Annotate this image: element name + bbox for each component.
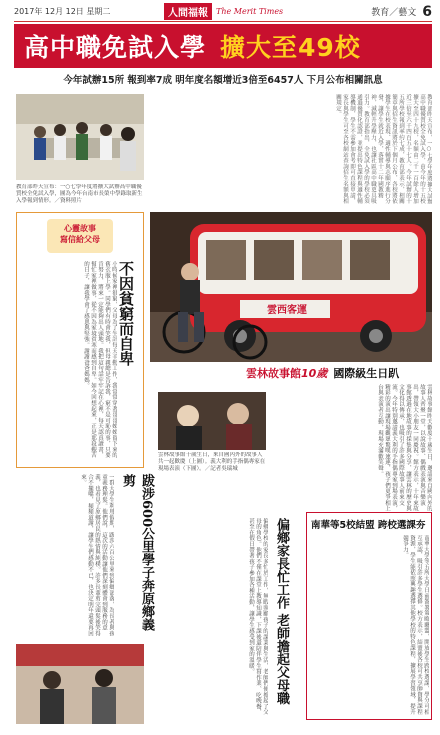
- column-badge-line2: 寫信給父母: [60, 235, 100, 244]
- section-name: 教育／藝文: [371, 8, 417, 18]
- newspaper-logo: 人間福報: [164, 3, 212, 20]
- column-badge: [47, 219, 113, 253]
- feature-title: 跋涉600公里學子奔原鄉義剪: [120, 474, 154, 632]
- museum-article-body: 雲林故事館昨天歡度十歲生日，邀請來自國內外的故事人齊聚一堂，以說故事、偶戲表演與音樂演出，帶領大小朋友一同慶祝。館方表示，十年來故事館透過在地故事的採集與分享，讓雲林的歷史與文化得以傳承，也吸引了許多國際故事人前來交流。今年特別邀請義大利的手指偶專家到場表演，精彩的演出讓現場觀眾驚嘆連連，孩子們更爭相上台與表演者互動，現場充滿歡笑聲。: [377, 384, 432, 512]
- classroom-photo-caption: 教育部昨天宣布：一○七學年度將擴大試辦高中職優質校全免試入學，圖為今年台南市長榮中學錄取新生入學報到情形。／資料照片: [16, 184, 143, 204]
- classroom-photo: [16, 94, 144, 180]
- page-header: [14, 2, 432, 22]
- page-number: 6: [422, 3, 432, 20]
- column-body: 小時候家裡很窮，父母為了生計每天辛勤工作，我常常穿著哥哥姊姊留下來的舊衣服上學。同學們有時會笑我，但母親總是告訴我，窮不是可恥的事，只要肯努力，將來一定能夠出人頭地。我把這句話牢牢記在心裡，每天認真讀書，幫忙家裡做事，從不因為家境貧寒而感到自卑。如今回想起來，正是那段艱苦的日子，讓我學會了感恩與堅強。謝謝爸爸媽媽。: [83, 261, 117, 459]
- masthead: [164, 3, 283, 20]
- inset-photo-caption: 雲林故事館十歲生日，來自國內外的故事人共一起歡慶（上圖）。義大利的手指偶專家在現場表演（下圖）。／記者吳瑞城: [158, 452, 266, 472]
- inset-photo: [158, 392, 266, 450]
- bus-destination-sign: 雲西客運: [267, 305, 307, 316]
- column-box: [16, 212, 144, 468]
- storytelling-bus-image: [150, 212, 432, 362]
- issue-date: 2017年 12月 12日 星期二: [14, 7, 111, 16]
- alliance-box: [306, 512, 432, 720]
- lead-article-body: 教育部昨天宣布，一○七學年度將擴大試辦高中職優質校全免試入學，由今年的十五校擴大至四十九校，名額由二千一百餘人增加近三倍至六千四百五十七人。今年試辦的十五所學校報到率約七成，教育部表示，相關簡章與招生資訊將於下個月公布，各校將依據學生在校表現、適性輔導與志願序進行分發，讓學生就近入學，落實十二年國教精神，減輕升學壓力，也讓社區高中職更具吸引力。教育部指出，全免試入學的學校必須通過優質化認證，並提出特色課程與適性輔導機制，學生不需參加會考即可直接申請，家長與學生可至各校網站查詢招生名額與相關規定。: [335, 94, 432, 205]
- main-headline: 高中職免試入學: [24, 33, 207, 62]
- newspaper-english-name: The Merit Times: [216, 7, 284, 16]
- bottom-feature-title: 偏鄉家長忙工作 老師擔起父母職: [274, 518, 289, 705]
- classroom-photo-image: [16, 94, 144, 180]
- alliance-article-body: 南華大學等五所大學日前簽署策略聯盟，開放學生跨校選課，學分可相互承認，吸引許多學生選修。校方表示，結盟後各校可共享師資與課程資源，學生能依照興趣選擇其他學校的特色課程，擴展學習領域，提升競爭力。: [402, 535, 429, 715]
- museum-headline-number: 10歲: [301, 367, 328, 380]
- main-headline-highlight: 擴大至49校: [220, 33, 361, 62]
- bus-photo: [150, 212, 432, 362]
- haircut-volunteers-image: [16, 644, 144, 724]
- haircut-photo: [16, 644, 144, 724]
- alliance-headline: 南華等5校結盟 跨校選課夯: [311, 520, 426, 531]
- column-title: 不因貧窮而自卑: [117, 261, 135, 366]
- bottom-feature-body: 偏鄉學校的家長多忙於工作，無暇照顧孩子的課業與生活，老師們便擔起了父母的角色。他們不僅在課堂上教導知識，下課後還陪伴學生寫作業、吃晚餐，甚至在假日帶著孩子參加各種活動，讓學生感受到家的溫暖。: [248, 518, 268, 716]
- museum-headline-prefix: 雲林故事館: [246, 367, 301, 380]
- main-headline-bar: [14, 24, 432, 68]
- column-badge-line1: 心靈故事: [64, 224, 96, 233]
- feature-article-body: 一群大學生利用假期，跋涉六百公里來到偏鄉部落，為長者與孩童義務理髮。他們說，這次的活動讓他們深刻體會到服務的意義，也看見了原鄉居民的熱情與純樸。許多長輩剪完頭髮後笑得合不攏嘴，頻頻道謝，讓學生們感動不已，也決定明年還要再回來。: [80, 474, 114, 637]
- museum-headline: [246, 365, 432, 381]
- puppet-performers-image: [158, 392, 266, 450]
- subheadline: 今年試辦15所 報到率7成 明年度名額增近3倍至6457人 下月公布相關訊息: [63, 75, 383, 86]
- museum-headline-suffix: 國際級生日趴: [333, 367, 400, 380]
